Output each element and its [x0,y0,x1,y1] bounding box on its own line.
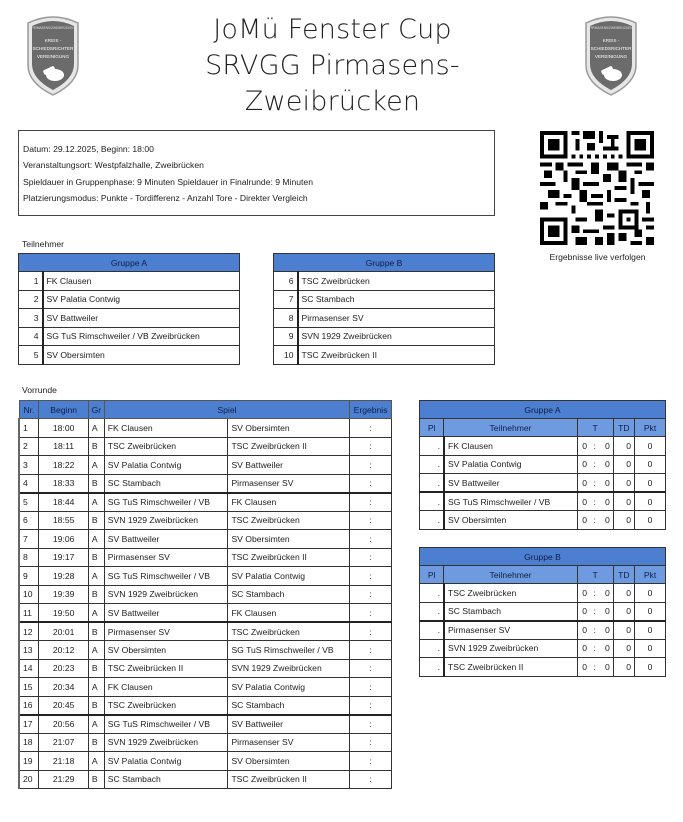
game-start-time: 20:45 [39,696,88,715]
participant-row [274,290,495,309]
standings-group-a-table [419,400,666,530]
standings-goals-sep: : [589,474,601,493]
participants-group-a-table [18,253,240,365]
participant-name: SV Palatia Contwig [43,290,240,309]
standings-goal-diff: 0 [613,639,634,658]
participant-name: SV Obersimten [43,346,240,365]
group-b-header: Gruppe B [274,254,495,272]
game-start-time: 19:50 [39,604,88,623]
game-away-team: SC Stambach [228,585,350,604]
col-td: TD [613,419,634,437]
game-group: B [88,733,104,752]
col-pl: Pl [420,419,444,437]
game-row [19,530,392,549]
game-row [19,437,392,456]
standings-group-b-header: Gruppe B [420,548,666,566]
logo-arc-text: PIRMASENS/ZWEIBRÜCKEN [31,26,75,30]
col-t: T [577,566,613,584]
game-nr: 3 [19,456,39,475]
standings-goals-against: 0 [601,584,614,603]
col-t: T [577,419,613,437]
game-group: B [88,770,104,789]
standings-points: 0 [635,658,666,677]
standings-goals-against: 0 [601,511,614,530]
standings-team: Pirmasenser SV [444,621,577,640]
standings-goals-for: 0 [577,621,589,640]
standings-goals-against: 0 [601,492,614,511]
game-home-team: SV Palatia Contwig [104,752,228,771]
game-home-team: SVN 1929 Zweibrücken [104,585,228,604]
game-home-team: Pirmasenser SV [104,622,228,641]
game-nr: 14 [19,659,39,678]
game-away-team: SVN 1929 Zweibrücken [228,659,350,678]
participant-row [19,290,240,309]
game-row [19,641,392,660]
participant-row [19,327,240,346]
participant-nr: 3 [19,309,43,328]
game-group: A [88,604,104,623]
game-result[interactable]: : [350,678,392,697]
event-info-box [18,130,495,216]
game-row [19,585,392,604]
standings-team: TSC Zweibrücken II [444,658,577,677]
standings-place: . [420,602,444,621]
title-line-2: SRVGG Pirmasens- [205,50,460,81]
game-start-time: 19:17 [39,548,88,567]
game-row [19,567,392,586]
game-row [19,733,392,752]
game-result[interactable]: : [350,752,392,771]
referee-association-logo-left [24,13,82,97]
standings-goals-for: 0 [577,455,589,474]
logo-line2: SCHIEDSRICHTER [590,46,632,51]
game-home-team: SV Obersimten [104,641,228,660]
title-line-1: JoMü Fenster Cup [213,14,452,45]
game-group: A [88,456,104,475]
standings-goals-sep: : [589,511,601,530]
game-row [19,696,392,715]
col-pkt: Pkt [635,419,666,437]
game-nr: 20 [19,770,39,789]
standings-place: . [420,437,444,456]
col-beginn: Beginn [39,401,88,419]
standings-points: 0 [635,639,666,658]
game-away-team: SV Obersimten [228,419,350,438]
game-result[interactable]: : [350,493,392,512]
standings-goals-against: 0 [601,602,614,621]
participant-nr: 10 [274,346,298,365]
game-result[interactable]: : [350,641,392,660]
standings-place: . [420,474,444,493]
standings-goal-diff: 0 [613,602,634,621]
participant-nr: 8 [274,309,298,328]
standings-team: TSC Zweibrücken [444,584,577,603]
game-row [19,678,392,697]
standings-goal-diff: 0 [613,621,634,640]
game-away-team: SV Palatia Contwig [228,567,350,586]
game-start-time: 18:55 [39,511,88,530]
info-venue: Veranstaltungsort: Westpfalzhalle, Zweibrücken [23,160,204,171]
info-ranking-mode: Platzierungsmodus: Punkte - Tordifferenz - Anzahl Tore - Direkter Vergleich [23,193,308,204]
standings-team: SV Battweiler [444,474,577,493]
page-title [160,12,505,120]
col-teilnehmer: Teilnehmer [444,566,577,584]
game-result[interactable]: : [350,585,392,604]
game-home-team: SVN 1929 Zweibrücken [104,733,228,752]
game-row [19,622,392,641]
game-result[interactable]: : [350,567,392,586]
standings-row [420,455,666,474]
col-ergebnis: Ergebnis [350,401,392,419]
game-start-time: 18:44 [39,493,88,512]
standings-place: . [420,584,444,603]
game-row [19,604,392,623]
game-result[interactable]: : [350,622,392,641]
standings-points: 0 [635,621,666,640]
col-teilnehmer: Teilnehmer [444,419,577,437]
col-pl: Pl [420,566,444,584]
standings-goals-for: 0 [577,584,589,603]
game-start-time: 19:28 [39,567,88,586]
game-result[interactable]: : [350,437,392,456]
standings-goals-for: 0 [577,437,589,456]
game-away-team: SC Stambach [228,696,350,715]
standings-row [420,658,666,677]
participant-row [274,272,495,291]
game-nr: 10 [19,585,39,604]
game-row [19,493,392,512]
logo-line1: KREIS - [44,38,62,43]
standings-goals-against: 0 [601,658,614,677]
game-group: A [88,678,104,697]
game-away-team: TSC Zweibrücken [228,622,350,641]
standings-goals-for: 0 [577,639,589,658]
preliminary-round-label: Vorrunde [22,385,57,395]
participant-name: FK Clausen [43,272,240,291]
game-start-time: 20:56 [39,715,88,734]
standings-place: . [420,639,444,658]
game-nr: 18 [19,733,39,752]
game-group: A [88,715,104,734]
game-group: B [88,696,104,715]
game-row [19,752,392,771]
standings-goals-against: 0 [601,437,614,456]
participant-row [274,309,495,328]
game-result[interactable]: : [350,715,392,734]
game-start-time: 20:12 [39,641,88,660]
participant-nr: 9 [274,327,298,346]
standings-goal-diff: 0 [613,511,634,530]
standings-goals-sep: : [589,639,601,658]
participant-row [274,327,495,346]
game-start-time: 18:00 [39,419,88,438]
logo-arc-text: PIRMASENS/ZWEIBRÜCKEN [589,26,633,30]
game-group: B [88,585,104,604]
game-result[interactable]: : [350,456,392,475]
game-result[interactable]: : [350,474,392,493]
standings-goals-sep: : [589,658,601,677]
game-result[interactable]: : [350,419,392,438]
standings-group-a-header: Gruppe A [420,401,666,419]
game-group: B [88,437,104,456]
standings-goal-diff: 0 [613,455,634,474]
game-result[interactable]: : [350,604,392,623]
participant-nr: 7 [274,290,298,309]
standings-points: 0 [635,511,666,530]
participant-name: TSC Zweibrücken II [298,346,495,365]
game-result[interactable]: : [350,733,392,752]
game-home-team: SG TuS Rimschweiler / VB [104,493,228,512]
game-nr: 12 [19,622,39,641]
standings-goals-sep: : [589,602,601,621]
standings-row [420,437,666,456]
col-nr: Nr. [19,401,39,419]
game-away-team: SG TuS Rimschweiler / VB [228,641,350,660]
game-group: B [88,659,104,678]
game-row [19,715,392,734]
game-start-time: 20:01 [39,622,88,641]
standings-place: . [420,511,444,530]
participant-nr: 1 [19,272,43,291]
game-nr: 11 [19,604,39,623]
game-home-team: FK Clausen [104,419,228,438]
game-start-time: 19:39 [39,585,88,604]
game-nr: 16 [19,696,39,715]
game-home-team: TSC Zweibrücken II [104,659,228,678]
game-start-time: 18:33 [39,474,88,493]
standings-points: 0 [635,474,666,493]
standings-place: . [420,621,444,640]
game-group: A [88,493,104,512]
participant-nr: 4 [19,327,43,346]
game-group: A [88,419,104,438]
game-result[interactable]: : [350,530,392,549]
game-away-team: SV Battweiler [228,715,350,734]
game-start-time: 18:11 [39,437,88,456]
game-nr: 19 [19,752,39,771]
standings-goals-sep: : [589,584,601,603]
standings-goals-against: 0 [601,639,614,658]
game-home-team: SG TuS Rimschweiler / VB [104,715,228,734]
qr-caption: Ergebnisse live verfolgen [549,252,646,262]
standings-goals-sep: : [589,455,601,474]
col-pkt: Pkt [635,566,666,584]
game-nr: 2 [19,437,39,456]
game-home-team: FK Clausen [104,678,228,697]
logo-line3: VEREINIGUNG [594,54,628,59]
game-away-team: FK Clausen [228,604,350,623]
game-group: A [88,752,104,771]
game-away-team: Pirmasenser SV [228,474,350,493]
participant-name: SVN 1929 Zweibrücken [298,327,495,346]
standings-goal-diff: 0 [613,658,634,677]
info-date: Datum: 29.12.2025, Beginn: 18:00 [23,144,154,154]
participant-nr: 5 [19,346,43,365]
game-start-time: 20:34 [39,678,88,697]
game-away-team: TSC Zweibrücken II [228,548,350,567]
standings-team: SVN 1929 Zweibrücken [444,639,577,658]
game-group: A [88,641,104,660]
standings-points: 0 [635,455,666,474]
standings-goals-for: 0 [577,474,589,493]
standings-place: . [420,492,444,511]
game-result[interactable]: : [350,548,392,567]
game-away-team: SV Obersimten [228,752,350,771]
standings-team: SC Stambach [444,602,577,621]
game-group: A [88,567,104,586]
game-row [19,770,392,789]
game-row [19,659,392,678]
game-home-team: TSC Zweibrücken [104,696,228,715]
game-result[interactable]: : [350,696,392,715]
game-nr: 4 [19,474,39,493]
game-nr: 1 [19,419,39,438]
game-nr: 17 [19,715,39,734]
game-home-team: SC Stambach [104,474,228,493]
game-start-time: 21:29 [39,770,88,789]
game-nr: 9 [19,567,39,586]
standings-row [420,492,666,511]
standings-row [420,584,666,603]
game-result[interactable]: : [350,659,392,678]
standings-goal-diff: 0 [613,492,634,511]
game-home-team: SV Palatia Contwig [104,456,228,475]
game-group: B [88,511,104,530]
game-nr: 8 [19,548,39,567]
title-line-3: Zweibrücken [244,86,421,117]
schedule-table [18,400,392,789]
standings-row [420,511,666,530]
participant-name: SV Battweiler [43,309,240,328]
game-group: B [88,622,104,641]
standings-goal-diff: 0 [613,584,634,603]
game-start-time: 18:22 [39,456,88,475]
participant-row [274,346,495,365]
game-home-team: SG TuS Rimschweiler / VB [104,567,228,586]
game-group: B [88,548,104,567]
game-start-time: 19:06 [39,530,88,549]
game-home-team: SV Battweiler [104,604,228,623]
game-away-team: TSC Zweibrücken II [228,437,350,456]
logo-line1: KREIS - [602,38,620,43]
participants-label: Teilnehmer [22,239,65,249]
participant-name: Pirmasenser SV [298,309,495,328]
participant-name: TSC Zweibrücken [298,272,495,291]
game-nr: 5 [19,493,39,512]
game-away-team: TSC Zweibrücken [228,511,350,530]
participant-row [19,272,240,291]
standings-row [420,474,666,493]
game-home-team: Pirmasenser SV [104,548,228,567]
standings-goals-against: 0 [601,621,614,640]
standings-goals-sep: : [589,437,601,456]
standings-row [420,639,666,658]
game-nr: 13 [19,641,39,660]
standings-points: 0 [635,602,666,621]
game-away-team: SV Palatia Contwig [228,678,350,697]
game-result[interactable]: : [350,511,392,530]
game-home-team: SV Battweiler [104,530,228,549]
col-gr: Gr [88,401,104,419]
game-start-time: 21:18 [39,752,88,771]
info-duration: Spieldauer in Gruppenphase: 9 Minuten Spieldauer in Finalrunde: 9 Minuten [23,176,313,187]
standings-goals-against: 0 [601,474,614,493]
standings-goals-for: 0 [577,602,589,621]
standings-goals-for: 0 [577,658,589,677]
participant-row [19,346,240,365]
game-row [19,511,392,530]
standings-goals-against: 0 [601,455,614,474]
game-start-time: 20:23 [39,659,88,678]
referee-association-logo-right [582,13,640,97]
standings-group-b-table [419,547,666,677]
standings-points: 0 [635,584,666,603]
game-row [19,548,392,567]
standings-team: SV Palatia Contwig [444,455,577,474]
game-row [19,456,392,475]
standings-goals-for: 0 [577,511,589,530]
game-away-team: SV Obersimten [228,530,350,549]
game-nr: 15 [19,678,39,697]
game-start-time: 21:07 [39,733,88,752]
standings-goals-for: 0 [577,492,589,511]
standings-team: FK Clausen [444,437,577,456]
col-td: TD [613,566,634,584]
game-result[interactable]: : [350,770,392,789]
standings-points: 0 [635,492,666,511]
logo-line2: SCHIEDSRICHTER [32,46,74,51]
participant-nr: 6 [274,272,298,291]
participant-name: SC Stambach [298,290,495,309]
game-away-team: Pirmasenser SV [228,733,350,752]
game-nr: 7 [19,530,39,549]
game-group: B [88,474,104,493]
standings-place: . [420,455,444,474]
game-row [19,474,392,493]
participant-row [19,309,240,328]
standings-goal-diff: 0 [613,437,634,456]
standings-goals-sep: : [589,492,601,511]
standings-row [420,621,666,640]
participant-name: SG TuS Rimschweiler / VB Zweibrücken [43,327,240,346]
standings-goal-diff: 0 [613,474,634,493]
participant-nr: 2 [19,290,43,309]
game-nr: 6 [19,511,39,530]
game-home-team: TSC Zweibrücken [104,437,228,456]
game-away-team: SV Battweiler [228,456,350,475]
standings-team: SV Obersimten [444,511,577,530]
participants-group-b-table [273,253,495,365]
qr-code-icon[interactable] [539,131,655,245]
standings-points: 0 [635,437,666,456]
logo-line3: VEREINIGUNG [36,54,70,59]
game-away-team: FK Clausen [228,493,350,512]
game-home-team: SC Stambach [104,770,228,789]
standings-place: . [420,658,444,677]
game-home-team: SVN 1929 Zweibrücken [104,511,228,530]
standings-goals-sep: : [589,621,601,640]
col-spiel: Spiel [104,401,349,419]
group-a-header: Gruppe A [19,254,240,272]
game-away-team: TSC Zweibrücken II [228,770,350,789]
game-row [19,419,392,438]
game-group: A [88,530,104,549]
standings-team: SG TuS Rimschweiler / VB [444,492,577,511]
standings-row [420,602,666,621]
